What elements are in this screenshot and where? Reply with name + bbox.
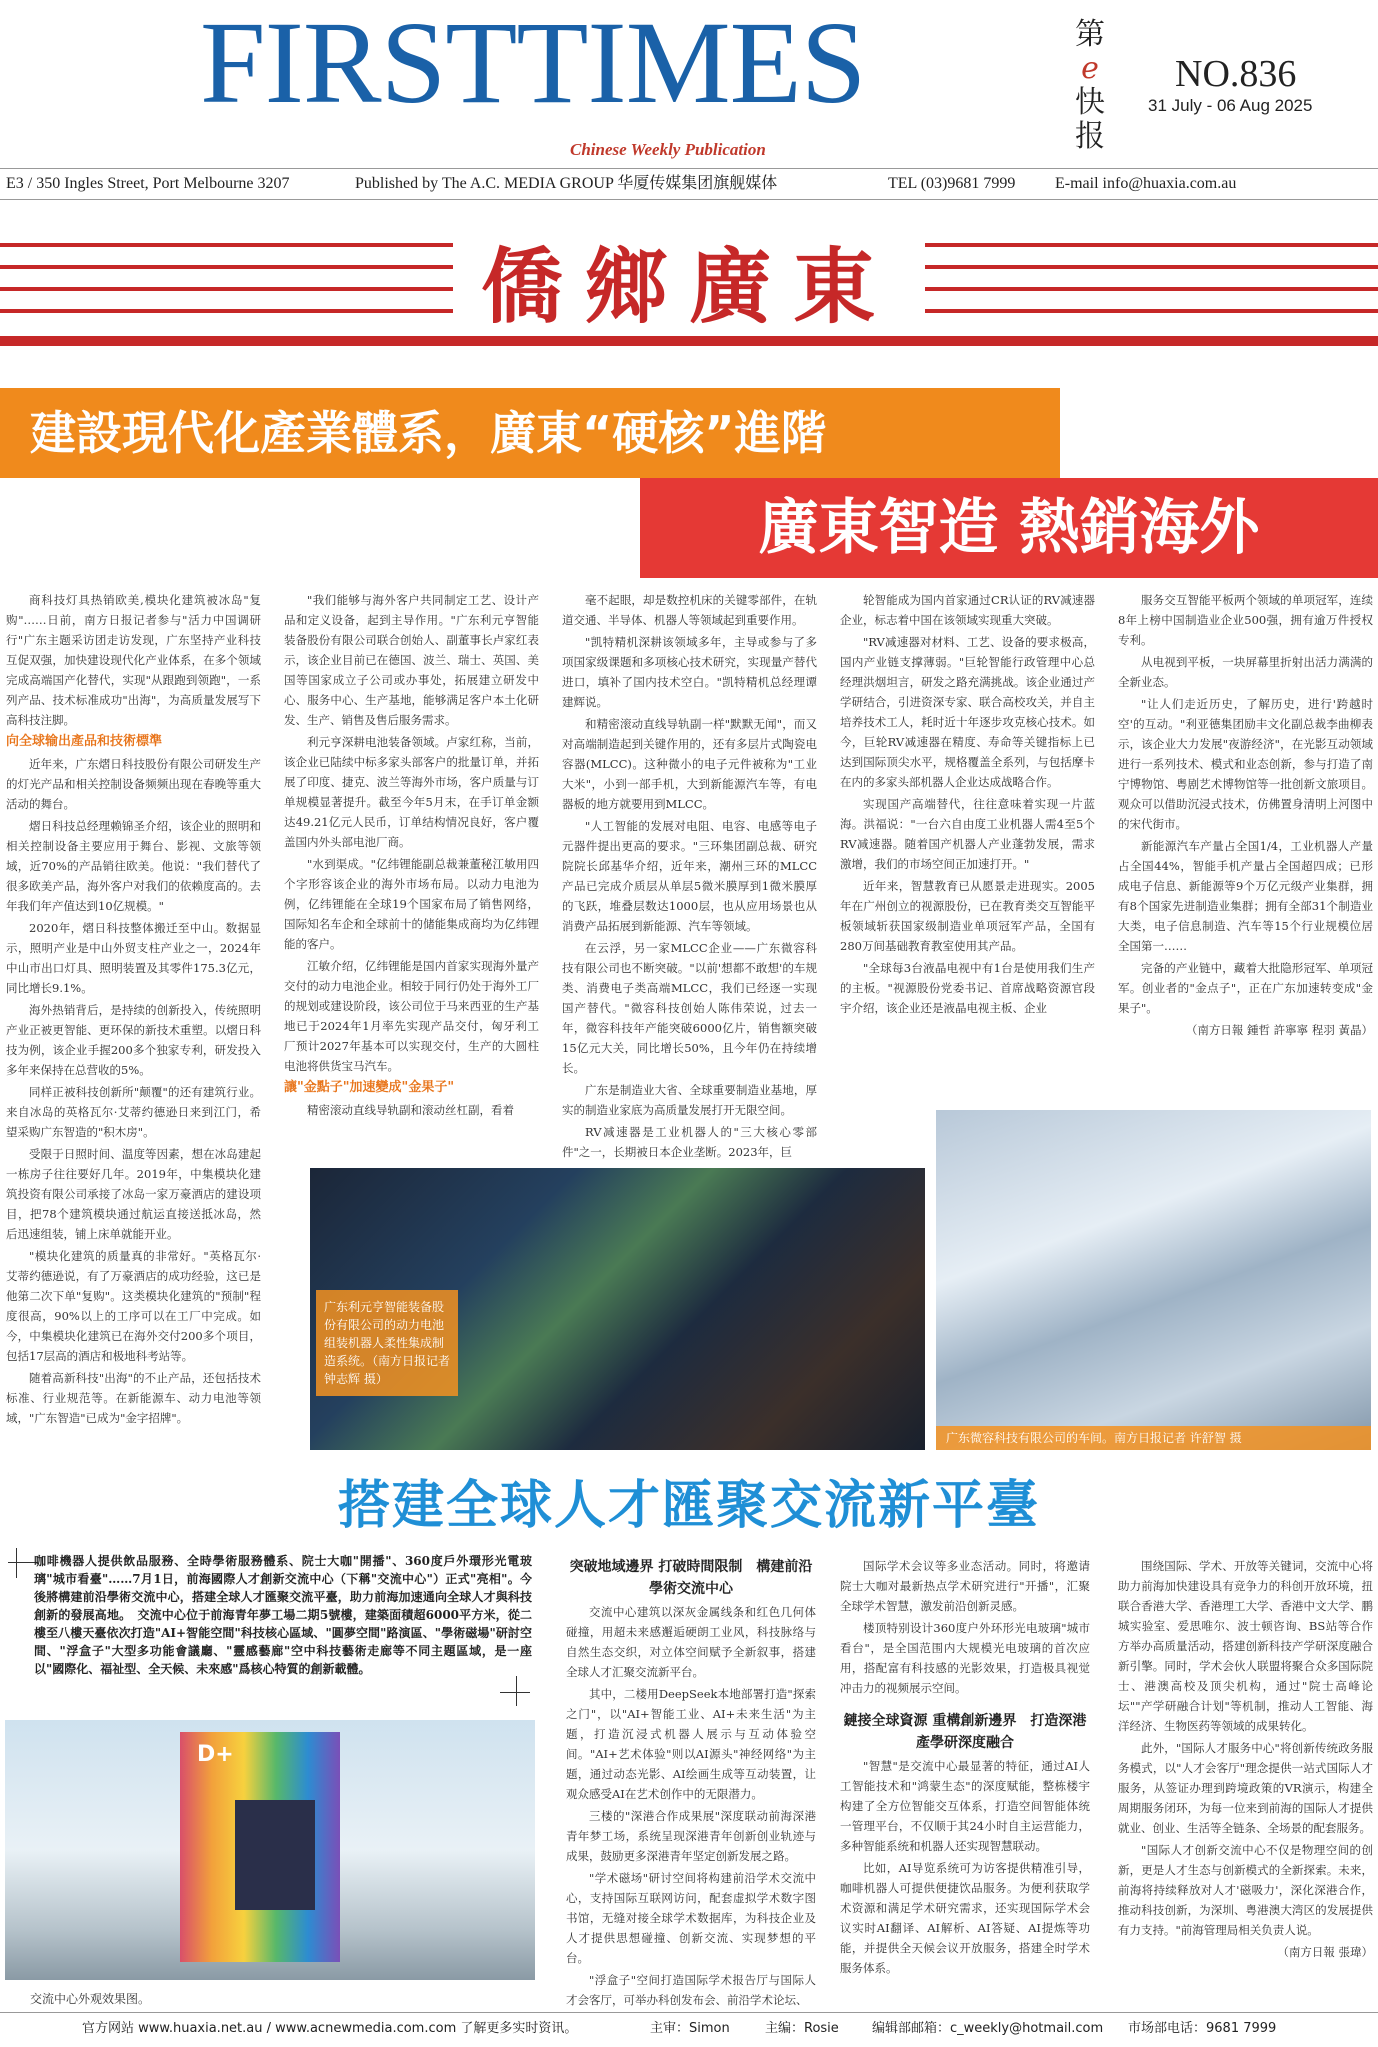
article1-column-5 [1118,590,1373,1042]
article1-column-1 [6,590,261,1430]
paragraph: 交流中心建筑以深灰金属线条和红色几何体碰撞，用超未来感邂逅硬朗工业风，科技脉络与自然生态交织，对立体空间赋予全新叙事，搭建全球人才汇聚交流新平台。 [566,1605,816,1679]
building-logo: D+ [197,1742,234,1767]
paragraph: 商科技灯具热销欧美,模块化建筑被冰岛"复购"……日前，南方日报记者参与"活力中国调研行"广东主题采访团走访发现，广东坚持产业科技互促双强，加快建设现代化产业体系，在多个领域完成高端国产化替代，实现"从跟跑到领跑"，一系列产品、技术标准成功"出海"，为高质量发展写下高科技注脚。 [6,593,261,727]
masthead-title: FIRSTTIMES [200,0,866,128]
paragraph: 海外热销背后，是持续的创新投入，传统照明产业正被更智能、更环保的新技术重塑。以熠日科技为例，该企业手握200多个独家专利，研发投入多年来保持在总营收的5%。 [6,1003,261,1077]
factory-photo-caption: 广东微容科技有限公司的车间。南方日报记者 许舒智 摄 [936,1426,1371,1450]
info-bar [0,168,1378,200]
paragraph: 围绕国际、学术、开放等关键词，交流中心将助力前海加快建设具有竞争力的科创开放环境，扭联合香港大学、香港理工大学、香港中文大学、鹏城实验室、爱思唯尔、波士顿咨询、BS站等合作方举办高质量活动，搭建创新科技产学研深度融合新引擎。同时，学术会伙人联盟将聚合众多国际院士、港澳高校及顶尖机构，通过"院士高峰论坛""产学研融合计划"等机制，推动人工智能、海洋经济、生物医药等领域的成果转化。 [1118,1559,1373,1733]
chief-editor: 主编：Rosie [765,2021,839,2036]
paragraph: 此外，"国际人才服务中心"将创新传统政务服务模式，以"人才会客厅"理念提供一站式国际人才服务，从签证办理到跨境政策的VR演示，构建全周期服务闭环，为每一位来到前海的国际人才提供就业、创业、生活等全链条、全场景的配套服务。 [1118,1741,1373,1835]
market-phone: 市场部电话：9681 7999 [1128,2021,1277,2036]
subheading: 向全球输出產品和技術標準 [6,734,163,749]
section-banner [0,222,1378,339]
address: E3 / 350 Ingles Street, Port Melbourne 3207 [6,175,290,192]
issue-number: NO.836 [1175,53,1297,95]
paragraph: "浮盒子"空间打造国际学术报告厅与国际人才会客厅，可举办科创发布会、前沿学术论坛、 [566,1973,816,2007]
paragraph: 三楼的"深港合作成果展"深度联动前海深港青年梦工场，系统呈现深港青年创新创业轨迹与成果，鼓励更多深港青年坚定创新发展之路。 [566,1809,816,1863]
paragraph: 轮智能成为国内首家通过CR认证的RV减速器企业，标志着中国在该领域实现重大突破。 [840,593,1095,627]
paragraph: 和精密滚动直线导轨副一样"默默无闻"，而又对高端制造起到关键作用的，还有多层片式陶瓷电容器(MLCC)。这种微小的电子元件被称为"工业大米"，小到一部手机，大到新能源汽车等，有电器板的地方就要用到MLCC。 [562,717,817,811]
paragraph: 新能源汽车产量占全国1/4，工业机器人产量占全国44%，智能手机产量占全国超四成；已形成电子信息、新能源等9个万亿元级产业集群，拥有8个国家先进制造业集群；拥有全部31个制造业大类，电子信息制造、汽车等15个行业规模位居全国第一…… [1118,839,1373,953]
e-news-logo [1075,18,1105,154]
paragraph: "我们能够与海外客户共同制定工艺、设计产品和定义设备，起到主导作用。"广东利元亨智能装备股份有限公司联合创始人、副董事长卢家红表示，该企业目前已在德国、波兰、瑞士、英国、美国等国家成立子公司或办事处，拓展建立研发中心、服务中心、生产基地，能够满足客户本土化研发、生产、销售及售后服务需求。 [284,593,539,727]
paragraph: 实现国产高端替代，往往意味着实现一片蓝海。洪福说："一台六自由度工业机器人需4至5个RV减速器。随着国产机器人产业蓬勃发展，需求激增，我们的市场空间正加速打开。" [840,797,1095,871]
telephone: TEL (03)9681 7999 [888,175,1016,192]
paragraph: "智慧"是交流中心最显著的特征，通过AI人工智能技术和"鸿蒙生态"的深度赋能，整栋楼宇构建了全方位智能交互体系，打造空间智能体统一管理平台，不仅顺于其24小时自主运营能力，多种智能系统和机器人还实现智慧联动。 [840,1759,1090,1853]
paragraph: "水到渠成。"亿纬锂能副总裁兼董秘江敏用四个字形容该企业的海外市场布局。以动力电池为例，亿纬锂能在全球19个国家布局了销售网络，国际知名车企和全球前十的储能集成商均为亿纬锂能的客户。 [284,857,539,951]
paragraph: 2020年，熠日科技整体搬迁至中山。数据显示，照明产业是中山外贸支柱产业之一，2024年中山市出口灯具、照明装置及其零件175.3亿元，同比增长9.1%。 [6,921,261,995]
paragraph: 国际学术会议等多业态活动。同时，将邀请院士大咖对最新热点学术研究进行"开播"，汇聚全球学术智慧，激发前沿创新灵感。 [840,1559,1090,1613]
website-link[interactable]: 官方网站 www.huaxia.net.au / www.acnewmedia.com.com 了解更多实时资讯。 [82,2021,578,2036]
paragraph: 比如，AI导览系统可为访客提供精准引导，咖啡机器人可提供便捷饮品服务。为便利获取学术资源和满足学术研究需求，还实现国际学术会议实时AI翻译、AI解析、AI答疑、AI提炼等功能，并提供全天候会议开放服务，搭建全时学术服务体系。 [840,1861,1090,1975]
paragraph: 近年来，广东熠日科技股份有限公司研发生产的灯光产品和相关控制设备频频出现在春晚等重大活动的舞台。 [6,757,261,811]
article2-column-2 [566,1556,816,2012]
paragraph: 广东是制造业大省、全球重要制造业基地，厚实的制造业家底为高质量发展打开无限空间。 [562,1083,817,1117]
issue-date: 31 July - 06 Aug 2025 [1148,96,1313,115]
subheading: 讓"金點子"加速變成"金果子" [284,1080,455,1095]
editor: 主审：Simon [650,2021,730,2036]
paragraph: "学术磁场"研讨空间将构建前沿学术交流中心，支持国际互联网访问，配套虚拟学术数字图书馆，无缝对接全球学术数据库，为科技企业及人才提供思想碰撞、创新交流、实现梦想的平台。 [566,1871,816,1965]
paragraph: 随着高新科技"出海"的不止产品，还包括技术标准、行业规范等。在新能源车、动力电池等领域，"广东智造"已成为"金字招牌"。 [6,1371,261,1425]
byline: （南方日報 鍾哲 許寧寧 程羽 黃晶） [1185,1023,1373,1037]
e-news-e: e [1081,51,1099,86]
article1-column-4 [840,590,1095,1020]
e-news-char: 第 [1075,17,1105,52]
factory-photo [936,1110,1371,1450]
section-banner-text: 僑鄉廣東 [453,240,925,335]
paragraph: "全球每3台液晶电视中有1台是使用我们生产的主板。"视源股份党委书记、首席战略资源官段宇介绍，该企业还是液晶电视主板、企业 [840,961,1095,1015]
email-link[interactable]: E-mail info@huaxia.com.au [1055,175,1237,192]
paragraph: 熠日科技总经理赖锦圣介绍，该企业的照明和相关控制设备主要应用于舞台、影视、文旅等领域，近70%的产品销往欧美。他说："我们替代了很多欧美产品，海外客户对我们的依赖度高的。去年我们年产值达到10亿规模。" [6,819,261,913]
paragraph: 精密滚动直线导轨副和滚动丝杠副，看着 [307,1103,514,1117]
e-news-char: 快 [1075,85,1105,120]
masthead-subtitle: Chinese Weekly Publication [570,140,766,159]
banner-divider [0,336,1378,346]
headline-talent: 搭建全球人才匯聚交流新平臺 [337,1476,1040,1536]
article1-column-3 [562,590,817,1164]
paragraph: 江敏介绍，亿纬锂能是国内首家实现海外量产交付的动力电池企业。相较于同行仍处于海外工厂的规划或建设阶段，该公司位于马来西亚的生产基地已于2024年1月率先实现产品交付，匈牙利工厂预计2027年基本可以实现交付，生产的大圆柱电池将供货宝马汽车。 [284,959,539,1073]
paragraph: 楼顶特别设计360度户外环形光电玻璃"城市看台"，是全国范围内大规模光电玻璃的首次应用，搭配富有科技感的光影效果，打造极具视觉冲击力的视频展示空间。 [840,1621,1090,1695]
building-photo-caption: 交流中心外观效果图。 [30,1992,151,2006]
paragraph: RV减速器是工业机器人的"三大核心零部件"之一，长期被日本企业垄断。2023年，巨 [562,1125,817,1159]
paragraph: 毫不起眼，却是数控机床的关键零部件，在轨道交通、半导体、机器人等领域起到重要作用。 [562,593,817,627]
article2-column-3 [840,1556,1090,1980]
page-footer [0,2012,1378,2045]
paragraph: 受限于日照时间、温度等因素，想在冰岛建起一栋房子往往要好几年。2019年，中集模块化建筑投资有限公司承接了冰岛一家万豪酒店的建设项目，把78个建筑模块通过航运直接送抵冰岛，然后迅速组装，铺上床单就能开业。 [6,1147,261,1241]
e-news-char: 报 [1075,119,1105,154]
article2-column-4 [1118,1556,1373,1964]
article1-column-2 [284,590,539,1122]
paragraph: 完备的产业链中，藏着大批隐形冠军、单项冠军。创业者的"金点子"，正在广东加速转变成"金果子"。 [1118,961,1373,1015]
paragraph: "凯特精机深耕该领域多年，主导或参与了多项国家级课题和多项核心技术研究，实现量产替代进口，填补了国内技术空白。"凯特精机总经理谭建辉说。 [562,635,817,709]
editorial-email[interactable]: 编辑部邮箱：c_weekly@hotmail.com [872,2021,1104,2036]
paragraph: "人工智能的发展对电阻、电容、电感等电子元器件提出更高的要求。"三环集团副总裁、研究院院长邱基华介绍，近年来，潮州三环的MLCC产品已完成介质层从单层5微米膜厚到1微米膜厚的飞跃，堆叠层数达1000层，也从应用场景也从消费产品拓展到新能源、汽车等领域。 [562,819,817,933]
publisher: Published by The A.C. MEDIA GROUP 华厦传媒集团旗舰媒体 [355,175,778,192]
subheading: 突破地域邊界 打破時間限制 構建前沿學術交流中心 [569,1559,813,1597]
paragraph: 其中，二楼用DeepSeek本地部署打造"探索之门"，以"AI+智能工业、AI+未来生活"为主题，打造沉浸式机器人展示与互动体验空间。"AI+艺术体验"则以AI源头"神经网络"为主题，通过动态光影、AI绘画生成等互动装置，让观众感受AI在艺术创作中的无限潜力。 [566,1687,816,1801]
headline-sub: 廣東智造 熱銷海外 [640,478,1378,578]
paragraph: 利元亨深耕电池装备领域。卢家红称，当前，该企业已陆续中标多家头部客户的批量订单，并拓展了印度、捷克、波兰等海外市场，客户质量与订单规模显著提升。截至今年5月末，在手订单金额达49.21亿元人民币，订单结构情况良好，客户覆盖国内外头部电池厂商。 [284,735,539,849]
robot-photo-caption: 广东利元亨智能装备股份有限公司的动力电池组装机器人柔性集成制造系统。（南方日报记者钟志辉 摄） [316,1290,458,1396]
byline: （南方日報 張瑋） [1277,1945,1373,1959]
paragraph: 在云浮，另一家MLCC企业——广东微容科技有限公司也不断突破。"以前'想都不敢想'的车规类、消费电子类高端MLCC，我们已经逐一实现国产替代。"微容科技创始人陈伟荣说，过去一年，微容科技年产能突破6000亿片，销售额突破15亿元大关，同比增长50%，且今年仍在持续增长。 [562,941,817,1075]
article2-lead: 咖啡機器人提供飲品服務、全時學術服務體系、院士大咖"開播"、360度戶外環形光電玻璃"城市看臺"……7月1日，前海國際人才創新交流中心（下稱"交流中心"）正式"亮相"。今後將構建前沿學術交流中心，搭建全球人才匯聚交流平臺，助力前海加速通向全球人才與科技創新的發展高地。 交流中心位于前海青年夢工場二期5號樓，建築面積超6000平方米，從二樓至八樓天臺依次打造"AI+智能空間"科技核心區域、"圓夢空間"路演區、"學術磁場"研討空間、"浮盒子"大型多功能會議廳、"靈感藝廊"空中科技藝術走廊等不同主題區域，是一座以"國際化、福祉型、全天候、未來感"爲核心特質的創新載體。 [34,1554,532,1676]
paragraph: "国际人才创新交流中心不仅是物理空间的创新，更是人才生态与创新模式的全新探索。未来，前海将持续释放对人才'磁吸力'，深化深港合作，推动科技创新，为深圳、粤港澳大湾区的发展提供有力支持。"前海管理局相关负责人说。 [1118,1843,1373,1937]
paragraph: "RV减速器对材料、工艺、设备的要求极高，国内产业链支撑薄弱。"巨轮智能行政管理中心总经理洪烟坦言，研发之路充满挑战。该企业通过产学研结合，引进资深专家、联合高校攻关，并自主培养技术工人，耗时近十年逐步攻克核心技术。如今，巨轮RV减速器在精度、寿命等关键指标上已达到国际顶尖水平，规格覆盖全系列，与包括摩卡在内的多家头部机器人企业达成战略合作。 [840,635,1095,789]
headline-main: 建設現代化產業體系，廣東“硬核”進階 [0,388,1060,478]
paragraph: "让人们走近历史，了解历史，进行'跨越时空'的互动。"利亚德集团励丰文化副总裁李曲柳表示，该企业大力发展"夜游经济"，在光影互动领域进行一系列技术、模式和业态创新，参与打造了南宁博物馆、粤剧艺术博物馆等一批创新文旅项目。观众可以借助沉浸式技术，仿佛置身清明上河图中的宋代街市。 [1118,697,1373,831]
paragraph: "模块化建筑的质量真的非常好。"英格瓦尔·艾蒂约德逊说，有了万豪酒店的成功经验，这已是他第二次下单"复购"。这类模块化建筑的"预制"程度很高，90%以上的工序可以在工厂中完成。如今，中集模块化建筑已在海外交付200多个项目，包括17层高的酒店和极地科考站等。 [6,1249,261,1363]
paragraph: 从电视到平板，一块屏幕里折射出活力满满的全新业态。 [1118,655,1373,689]
subheading: 鏈接全球資源 重構創新邊界 打造深港產學研深度融合 [843,1713,1087,1751]
building-rendering [5,1720,535,1980]
paragraph: 近年来，智慧教育已从愿景走进现实。2005年在广州创立的视源股份，已在教育类交互智能平板领域斩获国家级制造业单项冠军产品，全国有280万间基础教育教室使用其产品。 [840,879,1095,953]
paragraph: 同样正被科技创新所"颠覆"的还有建筑行业。来自冰岛的英格瓦尔·艾蒂约德逊日来到江门，希望采购广东智造的"积木房"。 [6,1085,261,1139]
building-screen [235,1800,315,1910]
paragraph: 服务交互智能平板两个领域的单项冠军，连续8年上榜中国制造业企业500强，拥有逾万件授权专利。 [1118,593,1373,647]
